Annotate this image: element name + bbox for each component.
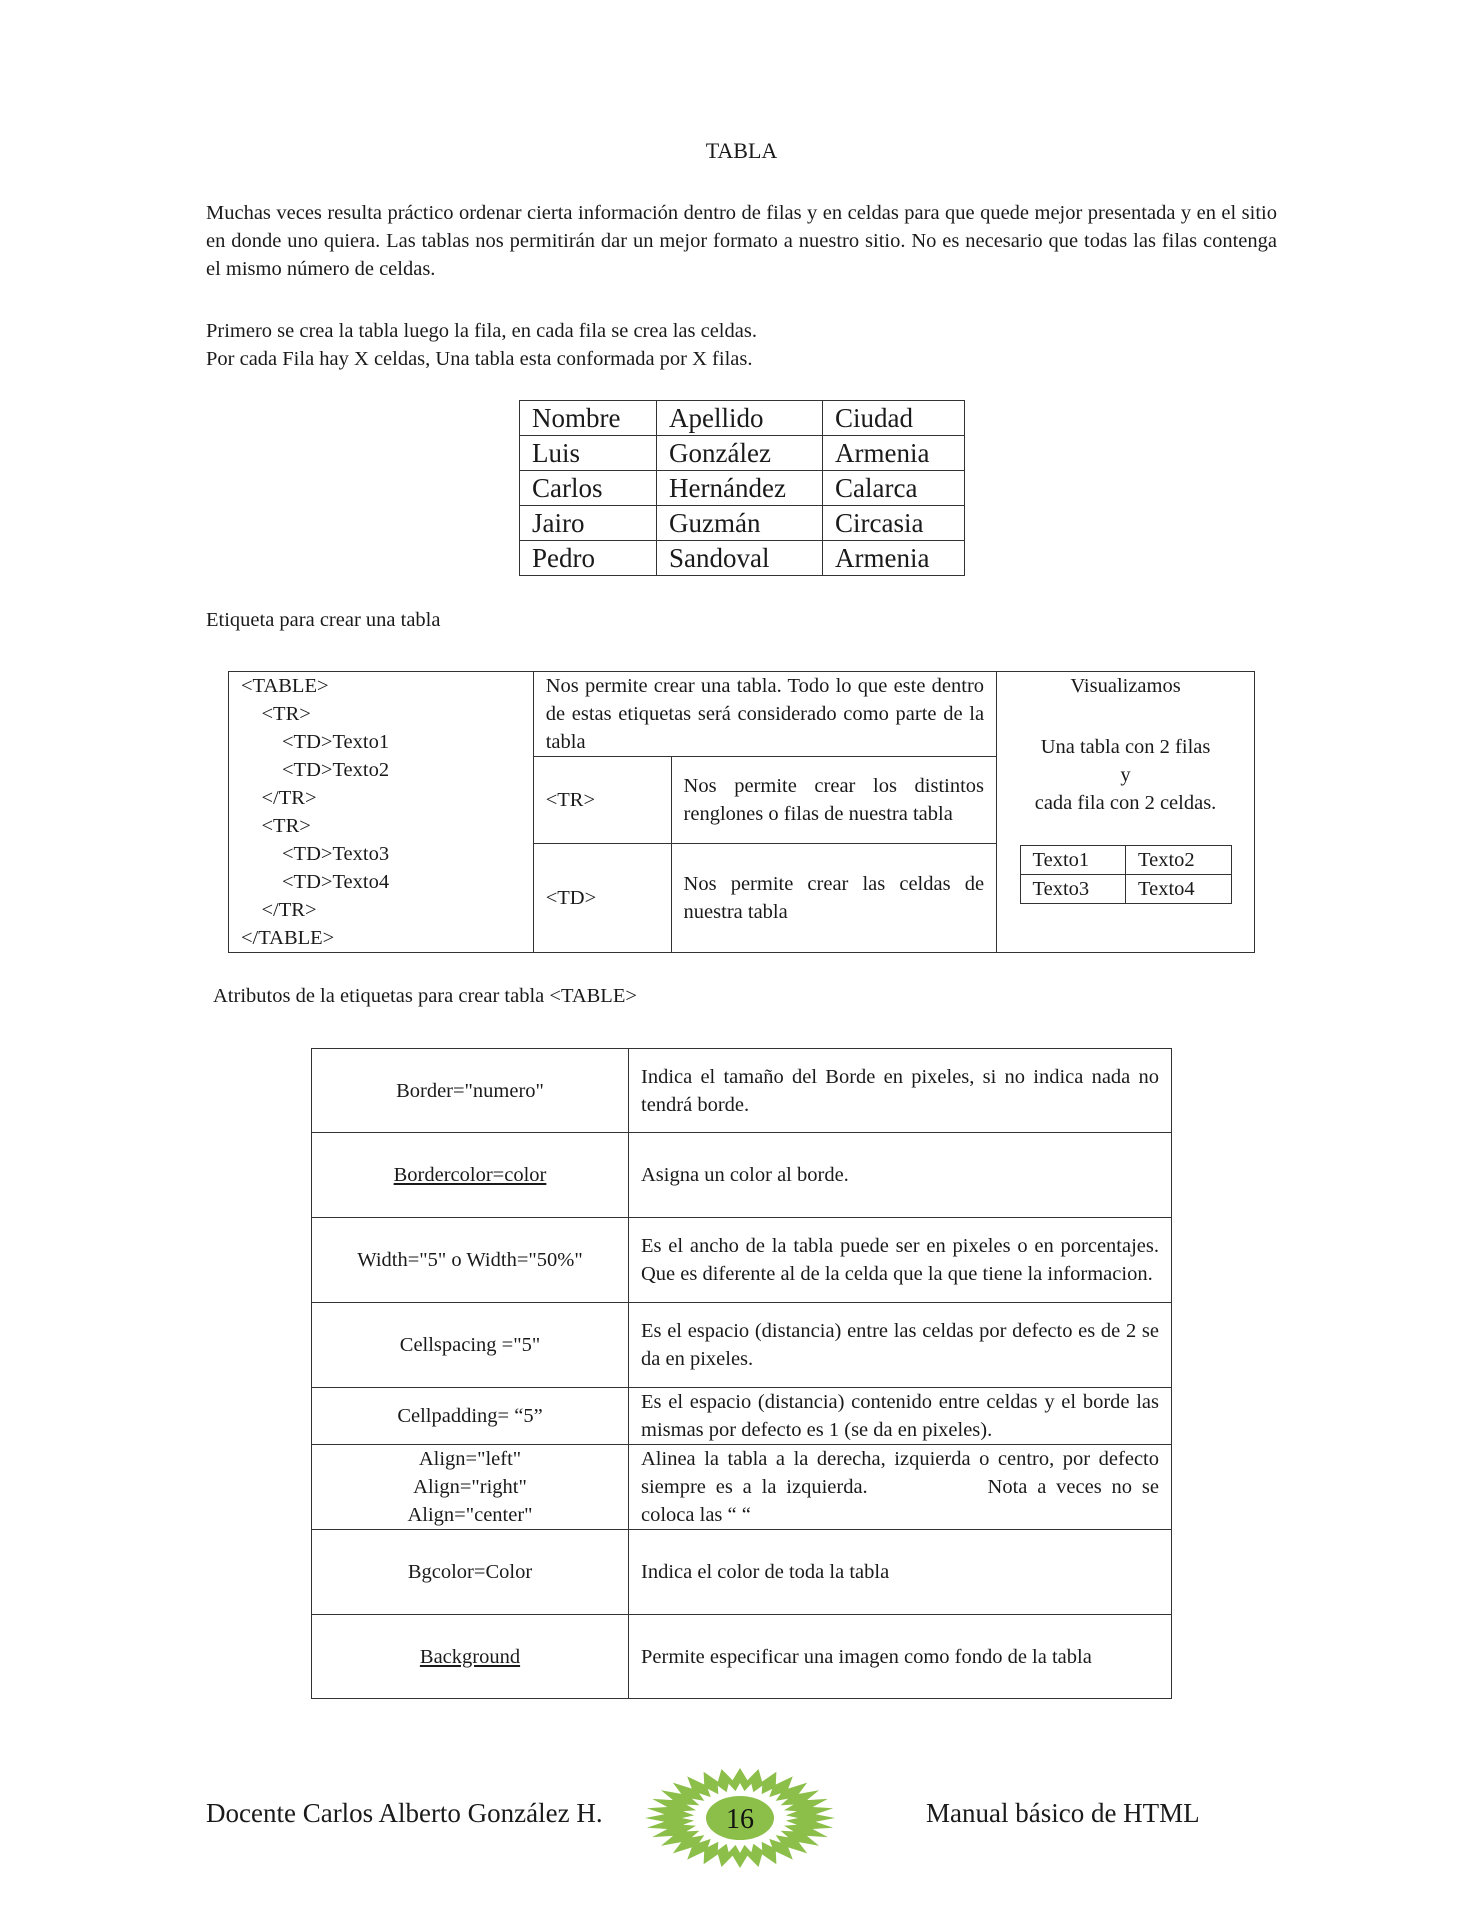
attribute-description: Es el espacio (distancia) contenido entre celdas y el borde las mismas por defecto es 1 (se da en pixeles). [641,1391,1159,1441]
attribute-name: Border="numero" [396,1079,544,1102]
mini-table-row [1020,846,1231,875]
attribute-description: Alinea la tabla a la derecha, izquierda o centro, por defecto siempre es a la izquierda. [641,1448,1159,1498]
table-cell: Circasia [823,506,965,541]
mini-table-row [1020,875,1231,904]
tag-table [228,671,1255,953]
attribute-description: Es el espacio (distancia) entre las celdas por defecto es de 2 se da en pixeles. [641,1320,1159,1370]
table-cell: Carlos [520,471,657,506]
vis-line-2: y [1120,764,1131,786]
table-cell: Guzmán [657,506,823,541]
attribute-description-cell [629,1218,1172,1303]
attribute-description-cell [629,1530,1172,1615]
intro-line-1: Primero se crea la tabla luego la fila, en cada fila se crea las celdas. [206,320,757,342]
code-line: </TR> [241,899,317,921]
vis-line-3: cada fila con 2 celdas. [1034,792,1217,814]
attribute-description-cell [629,1615,1172,1699]
attribute-name: Cellspacing ="5" [399,1334,541,1356]
page-number: 16 [726,1804,754,1835]
attribute-name: Align="center" [407,1504,533,1526]
attribute-row [312,1388,1172,1445]
mini-table-cell: Texto2 [1126,846,1232,875]
attribute-name: Align="right" [413,1476,527,1498]
table-cell: Apellido [657,401,823,436]
attribute-row [312,1049,1172,1133]
attribute-name: Bordercolor=color [393,1164,547,1186]
attributes-section-label: Atributos de la etiquetas para crear tabla <TABLE> [213,985,637,1007]
attribute-name-cell [312,1049,629,1133]
code-line: </TABLE> [241,927,335,949]
header-row [520,401,965,436]
table-cell: Ciudad [823,401,965,436]
attribute-note: Nota a veces no se coloca las “ “ [641,1476,1159,1526]
attribute-name-cell [312,1445,629,1530]
example-table [519,400,965,576]
td-tag: <TD> [533,843,671,952]
attribute-row [312,1445,1172,1530]
vis-line-1: Una tabla con 2 filas [1040,736,1211,758]
attribute-row [312,1303,1172,1388]
code-line: <TD>Texto1 [241,731,390,753]
attribute-name-cell [312,1133,629,1218]
table-cell: Sandoval [657,541,823,576]
mini-table-cell: Texto4 [1126,875,1232,904]
intro-paragraph: Muchas veces resulta práctico ordenar cierta información dentro de filas y en celdas para que quede mejor presentada y en el sitio en donde uno quiera. Las tablas nos permitirán dar un mejor formato a nuestro sitio. No es necesario que todas las filas contenga el mismo número de celdas. [206,202,1277,280]
footer-author: Docente Carlos Alberto González H. [206,1798,603,1828]
attribute-name-cell [312,1218,629,1303]
attribute-name: Width="5" o Width="50%" [357,1249,583,1271]
tr-tag: <TR> [533,757,671,843]
table-row [520,471,965,506]
page-number-badge [645,1768,835,1868]
table-cell: Luis [520,436,657,471]
attribute-name-cell [312,1303,629,1388]
attribute-description: Es el ancho de la tabla puede ser en pixeles o en porcentajes. Que es diferente al de la celda que la que tiene la informacion. [641,1235,1159,1285]
attribute-description: Asigna un color al borde. [641,1164,849,1186]
table-cell: Armenia [823,436,965,471]
attribute-name-cell [312,1530,629,1615]
mini-table-cell: Texto1 [1020,846,1126,875]
attribute-name: Bgcolor=Color [407,1561,533,1583]
table-tag-description: Nos permite crear una tabla. Todo lo que este dentro de estas etiquetas será considerado como parte de la tabla [533,672,996,757]
attribute-description-cell [629,1049,1172,1133]
attribute-row [312,1530,1172,1615]
attribute-name-cell [312,1615,629,1699]
table-cell: Jairo [520,506,657,541]
mini-table-cell: Texto3 [1020,875,1126,904]
attribute-description: Permite especificar una imagen como fondo de la tabla [641,1645,1092,1668]
table-cell: Pedro [520,541,657,576]
attribute-row [312,1218,1172,1303]
visualization-cell [997,672,1255,953]
mini-table [1020,845,1232,904]
attribute-description-cell [629,1133,1172,1218]
table-cell: González [657,436,823,471]
attribute-description: Indica el tamaño del Borde en pixeles, si no indica nada no tendrá borde. [641,1065,1159,1116]
attribute-name: Cellpadding= “5” [397,1405,543,1427]
code-line: <TD>Texto2 [241,759,390,781]
attribute-description: Indica el color de toda la tabla [641,1561,890,1583]
code-line: <TR> [241,815,311,837]
table-cell: Hernández [657,471,823,506]
table-row [520,541,965,576]
table-cell: Armenia [823,541,965,576]
code-line: <TR> [241,703,311,725]
table-row [520,506,965,541]
attribute-name-cell [312,1388,629,1445]
tag-section-label: Etiqueta para crear una tabla [206,609,441,631]
attribute-description-cell [629,1303,1172,1388]
attribute-name: Background [419,1645,521,1668]
td-description: Nos permite crear las celdas de nuestra tabla [671,843,997,952]
attribute-row [312,1133,1172,1218]
tr-description: Nos permite crear los distintos renglones o filas de nuestra tabla [671,757,997,843]
code-line: <TD>Texto4 [241,871,390,893]
page-title: TABLA [705,138,778,163]
table-cell: Calarca [823,471,965,506]
attribute-row [312,1615,1172,1699]
attribute-description-cell [629,1445,1172,1530]
table-row [520,436,965,471]
attribute-description-cell [629,1388,1172,1445]
code-line: </TR> [241,787,317,809]
intro-line-2: Por cada Fila hay X celdas, Una tabla esta conformada por X filas. [206,348,753,370]
starburst-icon [645,1768,835,1868]
attributes-table [311,1048,1172,1699]
vis-title: Visualizamos [1070,675,1181,697]
footer-manual-title: Manual básico de HTML [926,1798,1200,1828]
code-line: <TD>Texto3 [241,843,390,865]
code-cell [229,672,534,953]
code-line: <TABLE> [241,675,329,697]
table-cell: Nombre [520,401,657,436]
attribute-name: Align="left" [418,1448,522,1470]
